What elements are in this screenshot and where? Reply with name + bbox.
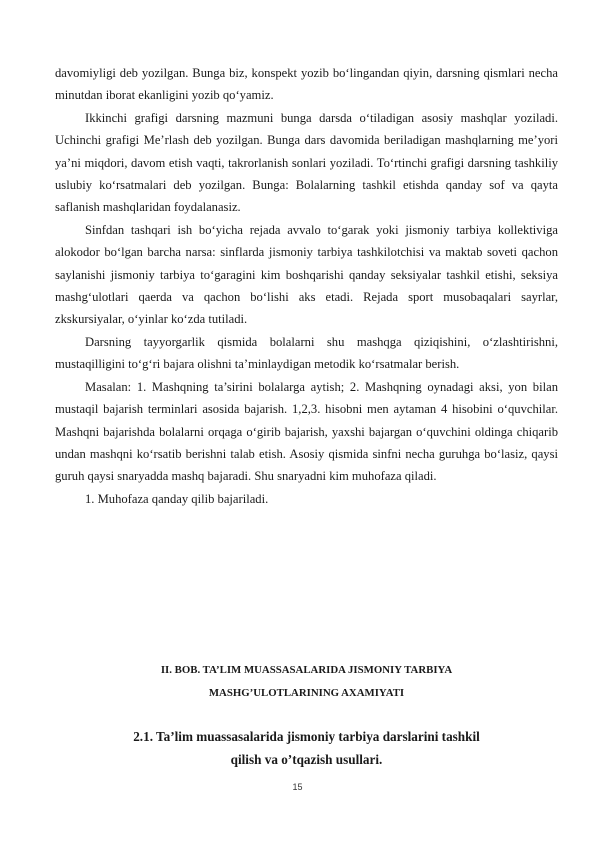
- paragraph-3: Sinfdan tashqari ish bo‘yicha rejada avvalo to‘garak yoki jismoniy tarbiya kollektiviga alokodor bo‘lgan barcha narsa: sinflarda jismoniy tarbiya tashkilotchisi va maktab soveti qachon saylanishi jismoniy tarbiya to‘garagini kim boshqarishi qanday seksiyalar tashkil etishi, seksiya mashg‘ulotlari qaerda va qachon bo‘lishi aks etadi. Rejada sport musobaqalari sayrlar, zkskursiyalar, o‘yinlar ko‘zda tutiladi.: [55, 222, 558, 327]
- chapter-heading-line-2: MASHG’ULOTLARINING AXAMIYATI: [208, 687, 405, 699]
- chapter-heading: [55, 659, 558, 705]
- chapter-heading-line-1: II. BOB. TA’LIM MUASSASALARIDA JISMONIY TARBIYA: [160, 664, 453, 676]
- paragraph-1: davomiyligi deb yozilgan. Bunga biz, konspekt yozib bo‘lingandan qiyin, darsning qismlari necha minutdan iborat ekanligini yozib qo‘yamiz.: [55, 66, 558, 103]
- paragraph-6: 1. Muhofaza qanday qilib bajariladi.: [85, 491, 269, 506]
- section-heading-line-1: 2.1. Ta’lim muassasalarida jismoniy tarbiya darslarini tashkil: [133, 729, 480, 744]
- page-number: 15: [292, 782, 303, 792]
- section-heading: [55, 725, 558, 771]
- paragraph-2: Ikkinchi grafigi darsning mazmuni bunga darsda o‘tiladigan asosiy mashqlar yoziladi. Uchinchi grafigi Me’rlash deb yozilgan. Bunga dars davomida beriladigan mashqlarning me’yori ya’ni miqdori, davom etish vaqti, takrorlanish sonlari yoziladi. To‘rtinchi grafigi darsning tashkiliy uslubiy ko‘rsatmalari deb yozilgan. Bunga: Bolalarning tashkil etishda qanday sof va qayta saflanish mashqlaridan foydalanasiz.: [55, 110, 558, 215]
- section-heading-line-2: qilish va o’tqazish usullari.: [230, 752, 383, 767]
- body-text: [55, 62, 558, 510]
- paragraph-5: Masalan: 1. Mashqning ta’sirini bolalarga aytish; 2. Mashqning oynadagi aksi, yon bilan mustaqil bajarish terminlari asosida bajarish. 1,2,3. hisobni men aytaman 4 hisobini o‘quvchilar. Mashqni bajarishda bolalarni orqaga o‘girib bajarish, yaxshi bajargan o‘quvchini oldinga chiqarib undan mashqni ko‘rsatib berishni talab etish. Asosiy qismida sinfni necha guruhga bo‘lasiz, qaysi guruh qaysi snaryadda mashq bajaradi. Shu snaryadni kim muhofaza qiladi.: [55, 379, 558, 484]
- paragraph-4: Darsning tayyorgarlik qismida bolalarni shu mashqga qiziqishini, o‘zlashtirishni, mustaqilligini to‘g‘ri bajara olishni ta’minlaydigan metodik ko‘rsatmalar berish.: [55, 334, 558, 372]
